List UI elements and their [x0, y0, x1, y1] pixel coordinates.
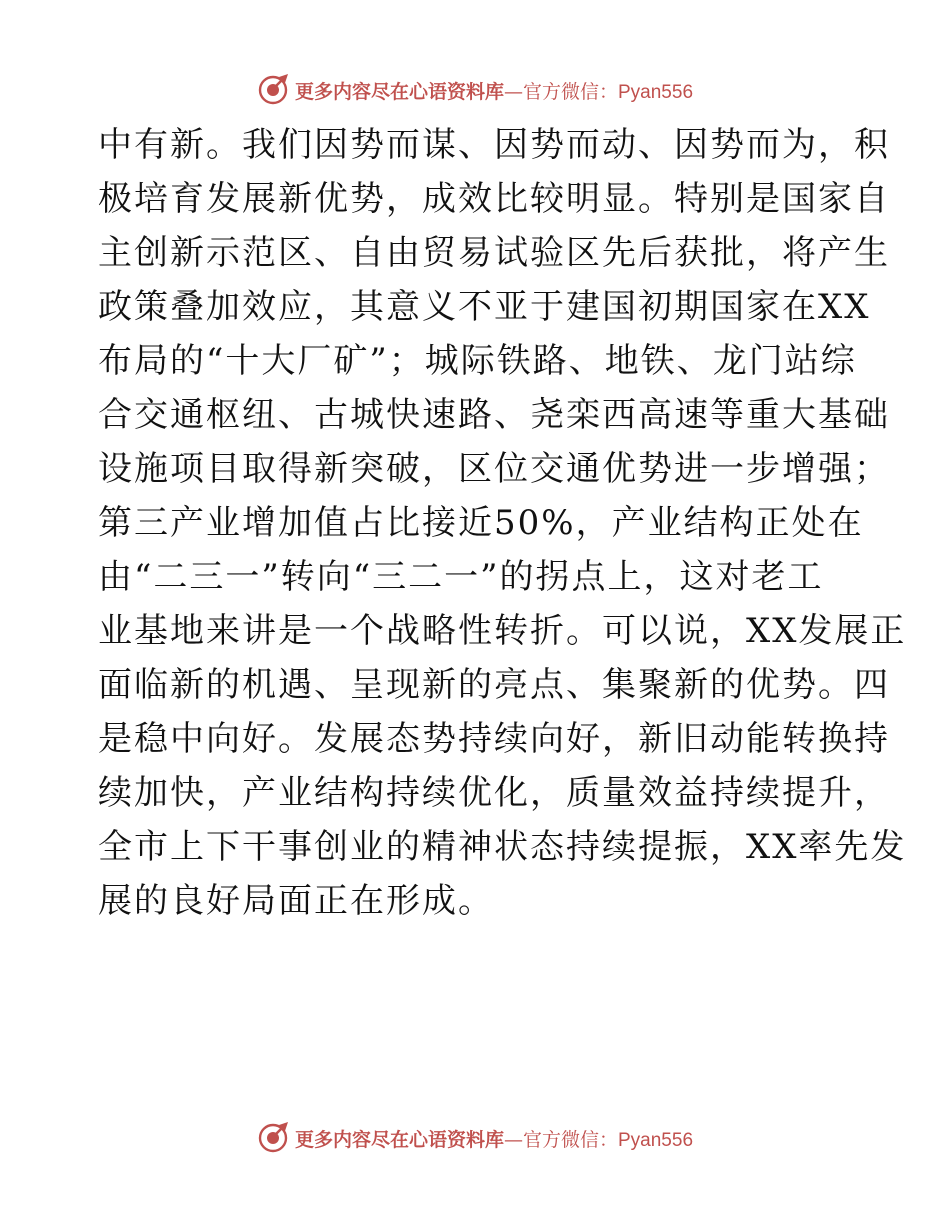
body-line: 主创新示范区、自由贸易试验区先后获批，将产生: [98, 233, 890, 273]
header-slogan: 更多内容尽在心语资料库: [294, 80, 504, 103]
footer-slogan: 更多内容尽在心语资料库: [294, 1128, 504, 1151]
footer-wechat-label: 官方微信：: [522, 1128, 618, 1151]
pen-nib-logo-icon: [257, 73, 291, 107]
body-line: 续加快，产业结构持续优化，质量效益持续提升，: [98, 773, 890, 813]
footer-banner-text: [295, 1125, 693, 1152]
body-line: 设施项目取得新突破，区位交通优势进一步增强；: [98, 449, 890, 489]
body-line: 中有新。我们因势而谋、因势而动、因势而为，积: [98, 125, 890, 165]
document-body: [98, 118, 907, 928]
footer-banner: [0, 1118, 950, 1158]
body-line: 布局的“十大厂矿”；城际铁路、地铁、龙门站综: [98, 341, 857, 381]
header-banner-text: [295, 77, 693, 104]
header-separator: —: [503, 80, 523, 103]
pen-nib-logo-icon: [257, 1121, 291, 1155]
body-line: 全市上下干事创业的精神状态持续提振，XX率先发: [98, 827, 907, 867]
body-line: 第三产业增加值占比接近50%，产业结构正处在: [98, 503, 864, 543]
footer-separator: —: [503, 1128, 523, 1151]
body-line: 展的良好局面正在形成。: [98, 881, 494, 921]
header-wechat-id: Pyan556: [618, 81, 694, 103]
body-line: 由“二三一”转向“三二一”的拐点上，这对老工: [98, 557, 824, 597]
footer-wechat-id: Pyan556: [618, 1129, 694, 1151]
header-banner: [0, 70, 950, 110]
body-line: 政策叠加效应，其意义不亚于建国初期国家在XX: [98, 287, 871, 327]
body-line: 是稳中向好。发展态势持续向好，新旧动能转换持: [98, 719, 890, 759]
body-line: 面临新的机遇、呈现新的亮点、集聚新的优势。四: [98, 665, 890, 705]
body-line: 业基地来讲是一个战略性转折。可以说，XX发展正: [98, 611, 907, 651]
header-wechat-label: 官方微信：: [522, 80, 618, 103]
body-line: 合交通枢纽、古城快速路、尧栾西高速等重大基础: [98, 395, 890, 435]
body-line: 极培育发展新优势，成效比较明显。特别是国家自: [98, 179, 890, 219]
